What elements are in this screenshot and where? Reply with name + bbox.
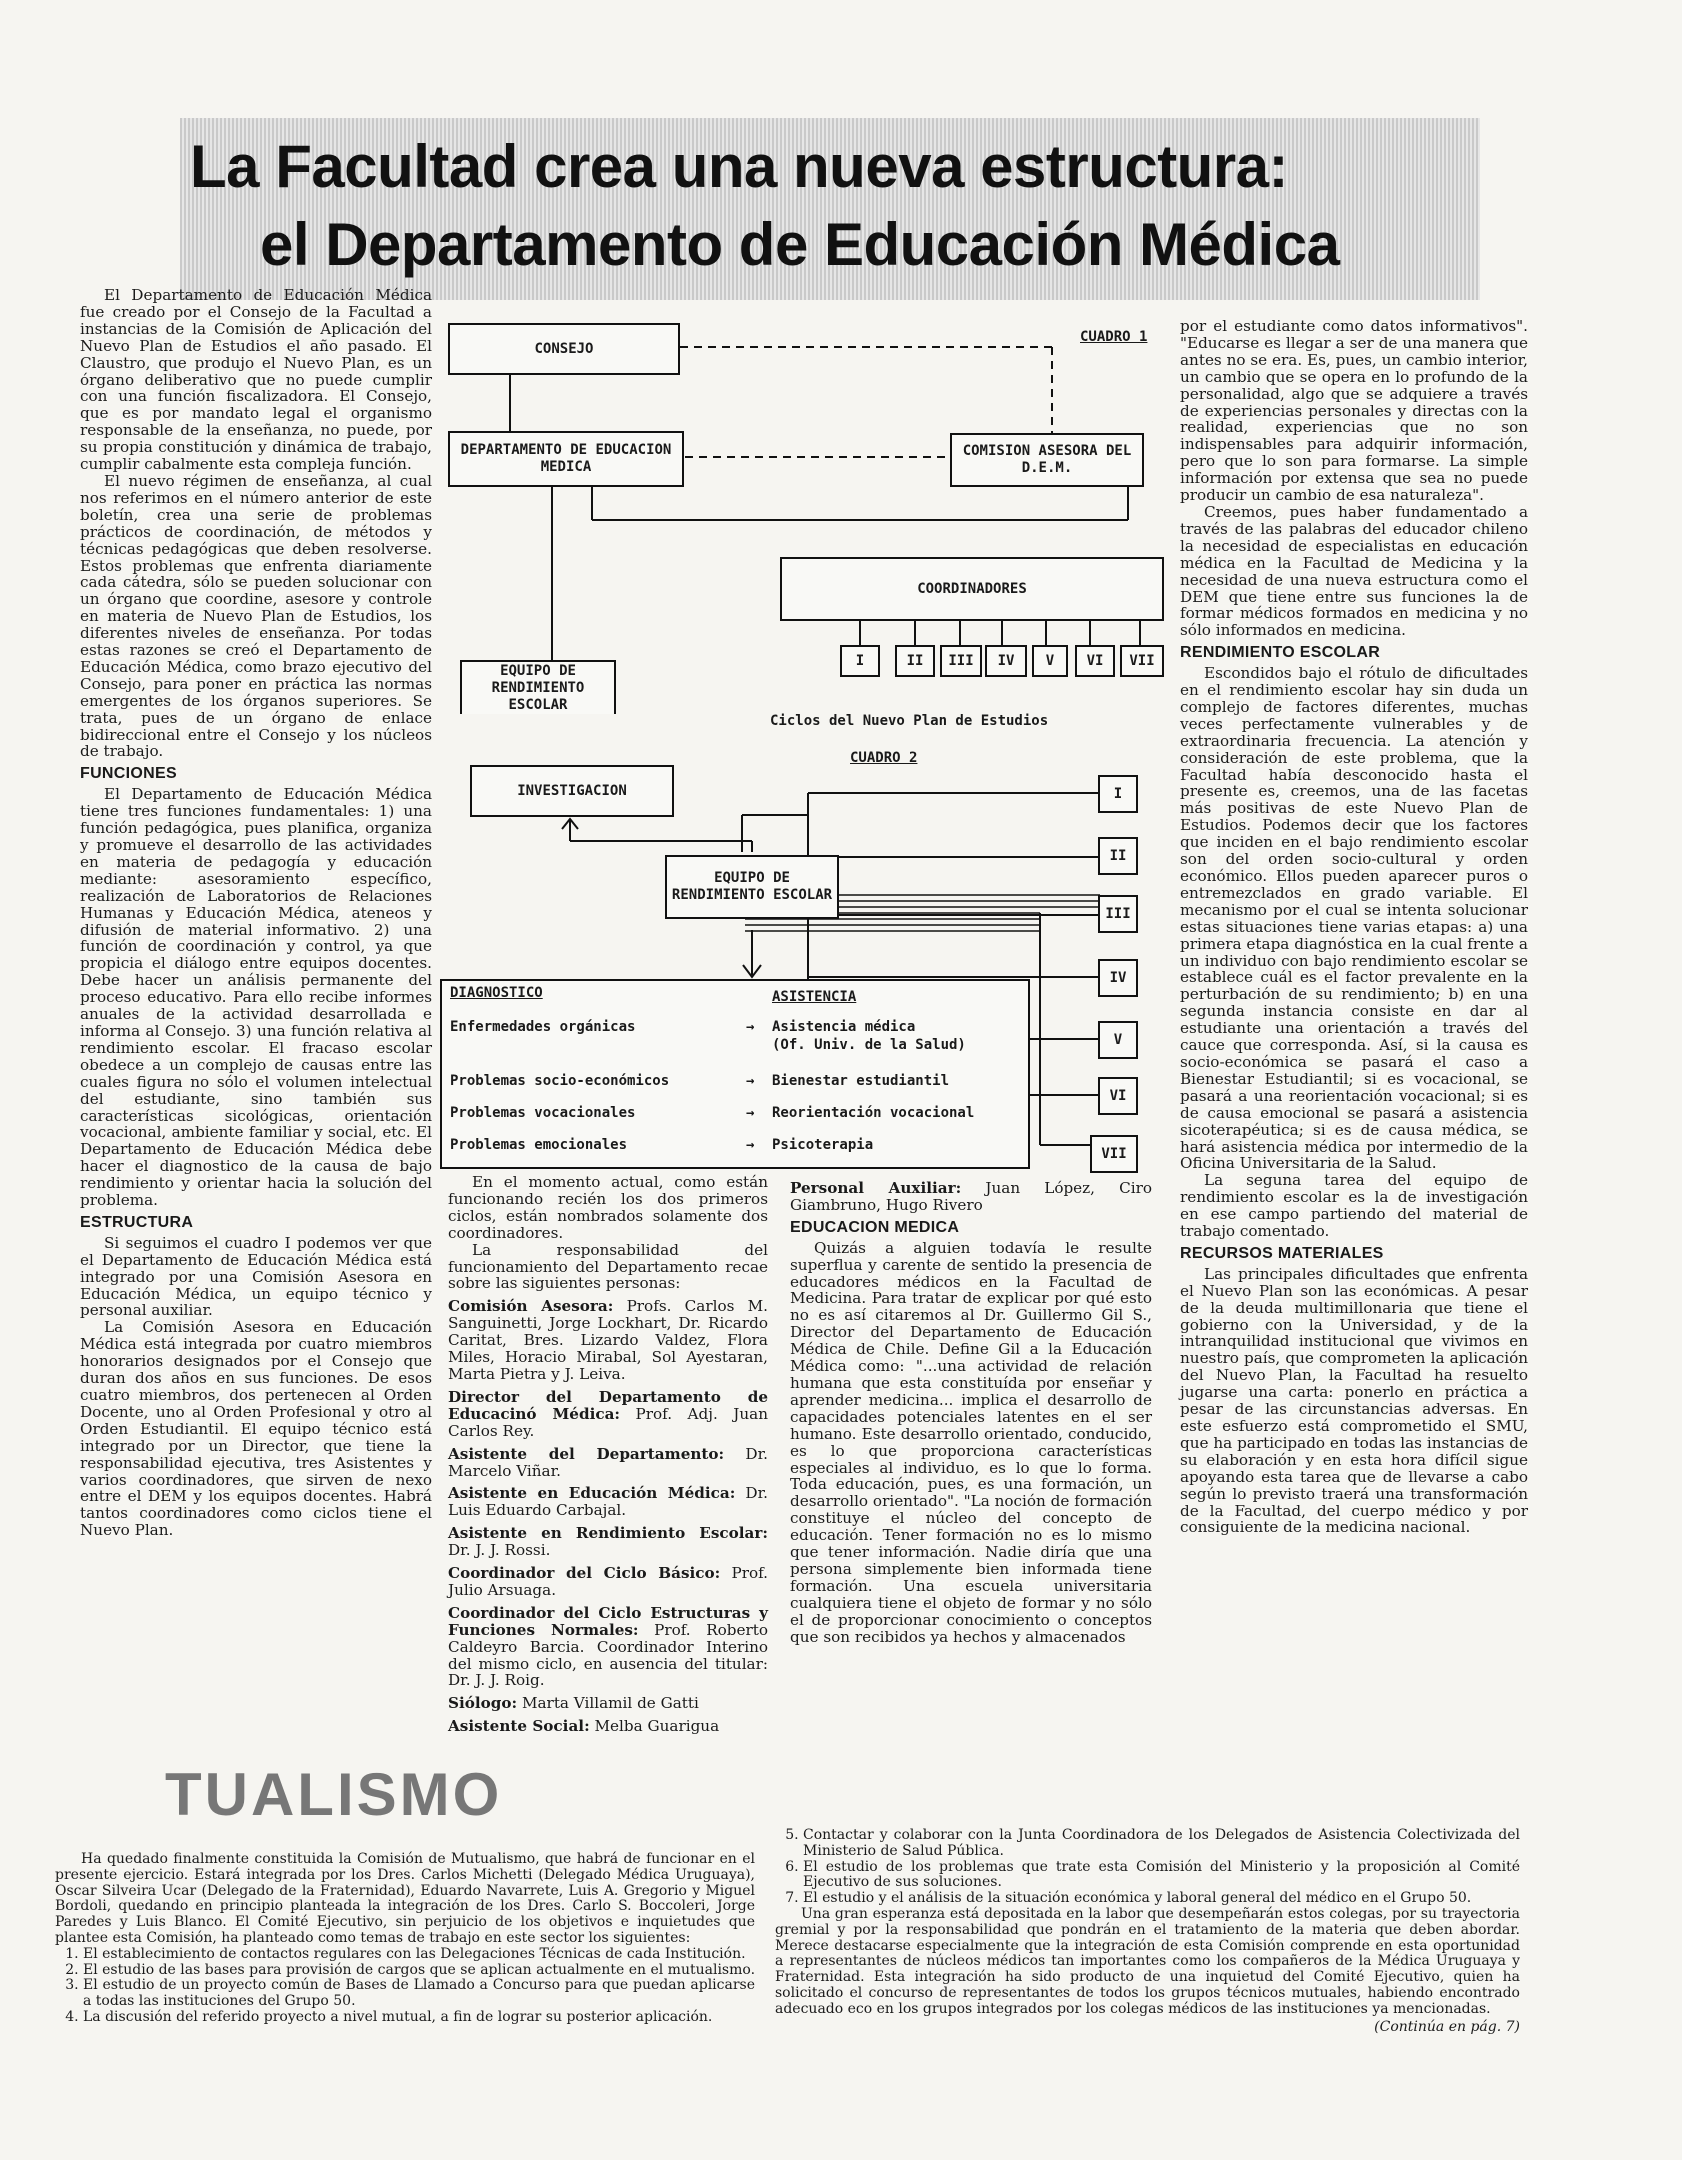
estructura-paragraph: Si seguimos el cuadro I podemos ver que el Departamento de Educación Médica está integrado por una Comisión Asesora en Educación Médica, un equipo técnico y personal auxiliar. — [80, 1233, 432, 1320]
rendimiento-paragraph: Escondidos bajo el rótulo de dificultades en el rendimiento escolar hay sin duda un complejo de factores diferentes, muchas veces perfectamente vulnerables y de extraordinaria frecuencia. La atención y consideración de este problema, que la Facultad había desconocido hasta el presente es, creemos, una de las facetas más positivas de este Nuevo Plan de Estudios. Podemos decir que los factores que inciden en el bajo rendimiento escolar son del orden socio-cultural y orden económico. Ellos pueden aparecer puros o entremezclados en grado variable. El mecanismo por el cual se intenta solucionar estas situaciones tiene varias etapas: a) una primera etapa diagnóstica en la cual frente a un individuo con bajo rendimiento escolar se establece cuál es el factor prevalente en la perturbación de su rendimiento; b) en una segunda instancia consiste en dar al estudiante una orientación a través del cauce que corresponda. Así, si la causa es socio-económica se pasará el caso a Bienestar Estudiantil; si es vocacional, se pasará a una reorientación vocacional; si es de causa emocional se pasará a asistencia sicoterapéutica; si es de causa médica, se hará asistencia médica por intermedio de la Oficina Universitaria de la Salud. — [1180, 664, 1528, 1173]
section-heading-educacion-medica: EDUCACION MEDICA — [790, 1218, 960, 1236]
equipo-rendimiento-box: EQUIPO DE RENDIMIENTO ESCOLAR — [460, 660, 616, 714]
ciclo-box: VI — [1098, 1077, 1138, 1115]
paragraph: Creemos, pues haber fundamentado a través de las palabras del educador chileno la necesidad de especialistas en educación médica en la Facultad de Medicina y la necesidad de una nueva estructura como el DEM que tiene entre sus funciones la de formar médicos formados en medicina y no sólo informados en medicina. — [1180, 502, 1528, 640]
personal-names: Prof. Roberto Caldeyro Barcia. Coordinador Interino del mismo ciclo, en ausencia del titular: Dr. J. J. Roig. — [448, 1620, 768, 1690]
personal-role: Asistente Social: — [448, 1717, 590, 1736]
ciclo-box: I — [1098, 775, 1138, 813]
asistencia-item: Psicoterapia — [772, 1137, 874, 1153]
personal-role: Asistente del Departamento: — [448, 1444, 725, 1463]
article-column-3 — [790, 1174, 1152, 1645]
personal-names: Prof. Julio Arsuaga. — [448, 1564, 768, 1599]
diagnostico-asistencia-table: DIAGNOSTICO ASISTENCIA Enfermedades orgánicas → Asistencia médica (Of. Univ. de la Salud) Problemas socio-económicos → Bienestar estudiantil Problemas vocacionales → Reorientación vocacional Problemas emocionales → Psicoterapia — [440, 979, 1030, 1169]
mutualismo-closing: Una gran esperanza está depositada en la labor que desempeñarán estos colegas, por su trayectoria gremial y por la responsabilidad que pondrán en el tratamiento de la materia que deben abordar. Merece destacarse especialmente que la integración de esta Comisión comprende en esta oportunidad a representantes de núcleos médicos tan importantes como los compañeros de la Médica Uruguaya y Fraternidad. Esta integración ha sido producto de una inquietud del Comité Ejecutivo, quien ha solicitado el concurso de representantes de todos los grupos técnicos mutuales, habiendo encontrado adecuado eco en los grupos integrados por los colegas médicos de las instituciones ya mencionadas. — [775, 1905, 1520, 2017]
list-item: 3. El estudio de un proyecto común de Bases de Llamado a Concurso para que puedan aplicarse a todas las instituciones del Grupo 50. — [83, 1978, 755, 2010]
intro-paragraph: El nuevo régimen de enseñanza, al cual nos referimos en el número anterior de este boletín, crea una serie de problemas prácticos de coordinación, de métodos y técnicas pedagógicas que deben resolverse. Estos problemas que enfrenta diariamente cada cátedra, sólo se pueden solucionar con un órgano que coordine, asesore y controle en materia de Nuevo Plan de Estudios, los diferentes niveles de enseñanza. Por todas estas razones se creó el Departamento de Educación Médica, como brazo ejecutivo del Consejo, para poner en práctica las normas emergentes de los órganos superiores. Se trata, pues de un órgano de enlace bidireccional entre el Consejo y los núcleos de trabajo. — [80, 471, 432, 761]
asistencia-header: ASISTENCIA — [772, 989, 857, 1005]
list-item: 2. El estudio de las bases para provisión de cargos que se aplican actualmente en el mutualismo. — [83, 1963, 755, 1979]
ciclo-box: II — [1098, 837, 1138, 875]
list-item: 7. El estudio y el análisis de la situación económica y laboral general del médico en el Grupo 50. — [803, 1891, 1520, 1907]
rendimiento-paragraph: La seguna tarea del equipo de rendimiento escolar es la de investigación en ese campo partiendo del material de trabajo comentado. — [1180, 1171, 1528, 1241]
personal-role: Asistente en Rendimiento Escolar: — [448, 1524, 768, 1543]
article-column-2 — [448, 1174, 768, 1735]
ciclo-box: VII — [1120, 645, 1164, 677]
headline-line-2: el Departamento de Educación Médica — [260, 211, 1340, 278]
recursos-paragraph: Las principales dificultades que enfrenta el Nuevo Plan son las económicas. A pesar de la deuda multimillonaria que tiene el gobierno con la Universidad, y de la intranquilidad institucional que vivimos en nuestro país, que comprometen la aplicación del Nuevo Plan, la Facultad ha resuelto jugarse una carta: ponerlo en práctica a pesar de las circunstancias adversas. En este esfuerzo está comprometido el SMU, que ha participado en todas las instancias de su elaboración y en esta hora difícil sigue apoyando esta tarea que de llevarse a cabo según lo previsto traerá una transformación de la Facultad, del cuerpo médico y por consiguiente de la medicina nacional. — [1180, 1264, 1528, 1537]
diagnostico-header: DIAGNOSTICO — [450, 985, 543, 1001]
article-column-1 — [80, 287, 432, 1539]
comision-asesora-box: COMISION ASESORA DEL D.E.M. — [950, 433, 1144, 487]
ciclo-box: I — [840, 645, 880, 677]
personal-entry — [448, 1565, 768, 1599]
personal-role: Asistente en Educación Médica: — [448, 1484, 736, 1503]
mutualismo-section — [55, 1760, 1615, 2130]
personal-role: Comisión Asesora: — [448, 1297, 614, 1316]
headline-block — [180, 118, 1480, 300]
personal-names: Marta Villamil de Gatti — [521, 1694, 699, 1713]
ciclo-box: VII — [1090, 1135, 1138, 1173]
personal-names: Juan López, Ciro Giambruno, Hugo Rivero — [790, 1179, 1153, 1214]
personal-names: Dr. Luis Eduardo Carbajal. — [448, 1484, 768, 1520]
personal-entry — [448, 1605, 768, 1690]
coordinadores-box: COORDINADORES — [780, 557, 1164, 621]
headline-line-1: La Facultad crea una nueva estructura: — [190, 133, 1289, 200]
asistencia-item-sub: (Of. Univ. de la Salud) — [772, 1037, 966, 1053]
personal-entry — [448, 1695, 768, 1712]
list-item: 6. El estudio de los problemas que trate esta Comisión del Ministerio y la proposición al Comité Ejecutivo de sus soluciones. — [803, 1860, 1520, 1892]
ciclo-box: VI — [1075, 645, 1115, 677]
cuadro-1-label: CUADRO 1 — [1080, 329, 1148, 345]
list-item: 1. El establecimiento de contactos regulares con las Delegaciones Técnicas de cada Institución. — [83, 1947, 755, 1963]
ciclo-box: III — [940, 645, 982, 677]
personal-role: Personal Auxiliar: — [790, 1179, 962, 1197]
mutualismo-list — [775, 1828, 1520, 1907]
ciclo-box: II — [895, 645, 935, 677]
mutualismo-left-column — [55, 1852, 755, 2026]
personal-role: Director del Departamento de Educacinó Médica: — [448, 1387, 768, 1423]
personal-role: Coordinador del Ciclo Estructuras y Funciones Normales: — [448, 1603, 768, 1639]
personal-entry — [448, 1525, 768, 1559]
organization-diagram — [440, 305, 1170, 1175]
section-heading-funciones: FUNCIONES — [80, 765, 177, 783]
diagnostico-item: Enfermedades orgánicas — [450, 1019, 636, 1035]
article-column-4 — [1180, 318, 1528, 1536]
diagnostico-item: Problemas emocionales — [450, 1137, 628, 1153]
consejo-box: CONSEJO — [448, 323, 680, 375]
list-item: 4. La discusión del referido proyecto a nivel mutual, a fin de lograr su posterior aplicación. — [83, 2010, 755, 2026]
investigacion-box: INVESTIGACION — [470, 765, 674, 817]
asistencia-item: Asistencia médica — [772, 1019, 916, 1035]
diagnostico-item: Problemas socio-económicos — [450, 1073, 670, 1089]
section-heading-estructura: ESTRUCTURA — [80, 1213, 194, 1231]
ciclos-caption: Ciclos del Nuevo Plan de Estudios — [770, 713, 1049, 729]
paragraph: En el momento actual, como están funcionando recién los dos primeros ciclos, están nombrados solamente dos coordinadores. — [448, 1173, 768, 1242]
section-heading-recursos: RECURSOS MATERIALES — [1180, 1244, 1384, 1262]
personal-names: Melba Guarigua — [594, 1717, 720, 1736]
continua-note: (Continúa en pág. 7) — [1374, 2018, 1520, 2035]
mutualismo-intro: Ha quedado finalmente constituida la Comisión de Mutualismo, que habrá de funcionar en el presente ejercicio. Estará integrada por los Dres. Carlos Michetti (Delegado Médica Uruguaya), Oscar Silveira Ucar (Delegado de la Fraternidad), Eduardo Navarrete, Luis A. Gregorio y Miguel Bordoli, quedando en principio planteada la integración de los Dres. Carlo S. Boccoleri, Jorge Paredes y Luis Blanco. El Comité Ejecutivo, sin perjuicio de los objetivos e inquietudes que plantee esta Comisión, ha planteado como temas de trabajo en este sector los siguientes: — [55, 1851, 755, 1946]
funciones-paragraph: El Departamento de Educación Médica tiene tres funciones fundamentales: 1) una función pedagógica, pues planifica, organiza y promueve el desarrollo de las actividades en materia de pedagogía y educación mediante: asesoramiento específico, realización de Laboratorios de Relaciones Humanas y Educación Médica, ateneos y difusión de material informativo. 2) una función de coordinación y control, ya que propicia el diálogo entre equipos docentes. Debe hacer un análisis permanente del proceso educativo. Para ello recibe informes anuales de la actividad desarrollada e informa al Consejo. 3) una función relativa al rendimiento escolar. El fracaso escolar obedece a un complejo de causas entre las cuales figura no sólo el volumen intelectual del estudiante, sino también sus características sicológicas, orientación vocacional, ambiente familiar y social, etc. El Departamento de Educación Médica debe hacer el diagnostico de la causa de bajo rendimiento y orientar hacia la solución del problema. — [80, 785, 432, 1210]
personal-names: Prof. Adj. Juan Carlos Rey. — [448, 1404, 768, 1440]
ciclo-box: V — [1098, 1021, 1138, 1059]
educacion-paragraph: Quizás a alguien todavía le resulte superflua y carente de sentido la presencia de educadores médicos en la Facultad de Medicina. Para tratar de explicar por qué esto no es así citaremos al Dr. Guillermo Gil S., Director del Departamento de Educación Médica de Chile. Define Gil a la Educación Médica como: "...una actividad de relación humana que esta constituída por enseñar y aprender medicina... implica el desarrollo de capacidades potenciales latentes en el ser humano. Este desarrollo orientado, conducido, es lo que proporciona características especiales al individuo, es lo que lo forma. Toda educación, pues, es una formación, un desarrollo orientado". "La noción de formación constituye el núcleo del concepto de educación. Tener formación no es lo mismo que tener información. Nadie diría que una persona simplemente bien informada tiene formación. Una escuela universitaria cualquiera tiene el objeto de formar y no sólo el de proporcionar conocimiento o conceptos que son recibidos ya hechos y almacenados — [790, 1238, 1152, 1646]
personal-entry — [448, 1446, 768, 1480]
ciclo-box: IV — [985, 645, 1027, 677]
equipo-rendimiento-box-2: EQUIPO DE RENDIMIENTO ESCOLAR — [665, 855, 839, 919]
personal-names: Dr. Marcelo Viñar. — [448, 1444, 769, 1480]
mutualismo-list — [55, 1947, 755, 2026]
continued-paragraph: por el estudiante como datos informativos". "Educarse es llegar a ser de una manera que antes no se era. Es, pues, un cambio interior, un cambio que se opera en lo profundo de la personalidad, algo que se adquiere a través de experiencias personales y directas con la realidad, experiencias que no son indispensables para adquirir información, pero que lo son para formarse. La simple información por extensa que sea no puede producir un cambio de esa naturaleza". — [1180, 317, 1528, 505]
paragraph: La responsabilidad del funcionamiento del Departamento recae sobre las siguientes personas: — [448, 1240, 768, 1293]
estructura-paragraph: La Comisión Asesora en Educación Médica está integrada por cuatro miembros honorarios designados por el Consejo que duran dos años en sus funciones. De esos cuatro miembros, dos pertenecen al Orden Docente, uno al Orden Profesional y otro al Orden Estudiantil. El equipo técnico está integrado por un Director, que tiene la responsabilidad ejecutiva, tres Asistentes y varios coordinadores, que sirven de nexo entre el DEM y los equipos docentes. Habrá tantos coordinadores como ciclos tiene el Nuevo Plan. — [80, 1318, 432, 1540]
intro-paragraph: El Departamento de Educación Médica fue creado por el Consejo de la Facultad a instancias de la Comisión de Aplicación del Nuevo Plan de Estudios el año pasado. El Claustro, que produjo el Nuevo Plan, es un órgano deliberativo que no puede cumplir con una función fiscalizadora. El Consejo, que es por mandato legal el organismo responsable de la enseñanza, no puede, por su propia constitución y dinámica de trabajo, cumplir cabalmente esta compleja función. — [80, 286, 432, 474]
personal-names: Dr. J. J. Rossi. — [448, 1541, 551, 1560]
asistencia-item: Bienestar estudiantil — [772, 1073, 950, 1089]
personal-role: Siólogo: — [448, 1694, 518, 1713]
personal-entry — [448, 1298, 768, 1383]
personal-names: Profs. Carlos M. Sanguinetti, Jorge Lockhart, Dr. Ricardo Caritat, Bres. Lizardo Valdez, Flora Miles, Horacio Mirabal, Sol Ayestaran, Marta Pietra y J. Leiva. — [448, 1297, 768, 1383]
personal-auxiliar — [790, 1180, 1152, 1214]
personal-role: Coordinador del Ciclo Básico: — [448, 1564, 721, 1583]
diagnostico-item: Problemas vocacionales — [450, 1105, 636, 1121]
section-heading-rendimiento: RENDIMIENTO ESCOLAR — [1180, 644, 1381, 662]
personal-entry — [448, 1718, 768, 1735]
ciclo-box: III — [1098, 895, 1138, 933]
mutualismo-right-column — [775, 1828, 1520, 2035]
personal-entry — [448, 1485, 768, 1519]
mutualismo-title: TUALISMO — [165, 1761, 503, 1828]
cuadro-2-label: CUADRO 2 — [850, 750, 918, 766]
personal-entry — [448, 1389, 768, 1440]
asistencia-item: Reorientación vocacional — [772, 1105, 975, 1121]
list-item: 5. Contactar y colaborar con la Junta Coordinadora de los Delegados de Asistencia Colectivizada del Ministerio de Salud Pública. — [803, 1828, 1520, 1860]
ciclo-box: IV — [1098, 959, 1138, 997]
ciclo-box: V — [1032, 645, 1068, 677]
dem-box: DEPARTAMENTO DE EDUCACION MEDICA — [448, 431, 684, 487]
